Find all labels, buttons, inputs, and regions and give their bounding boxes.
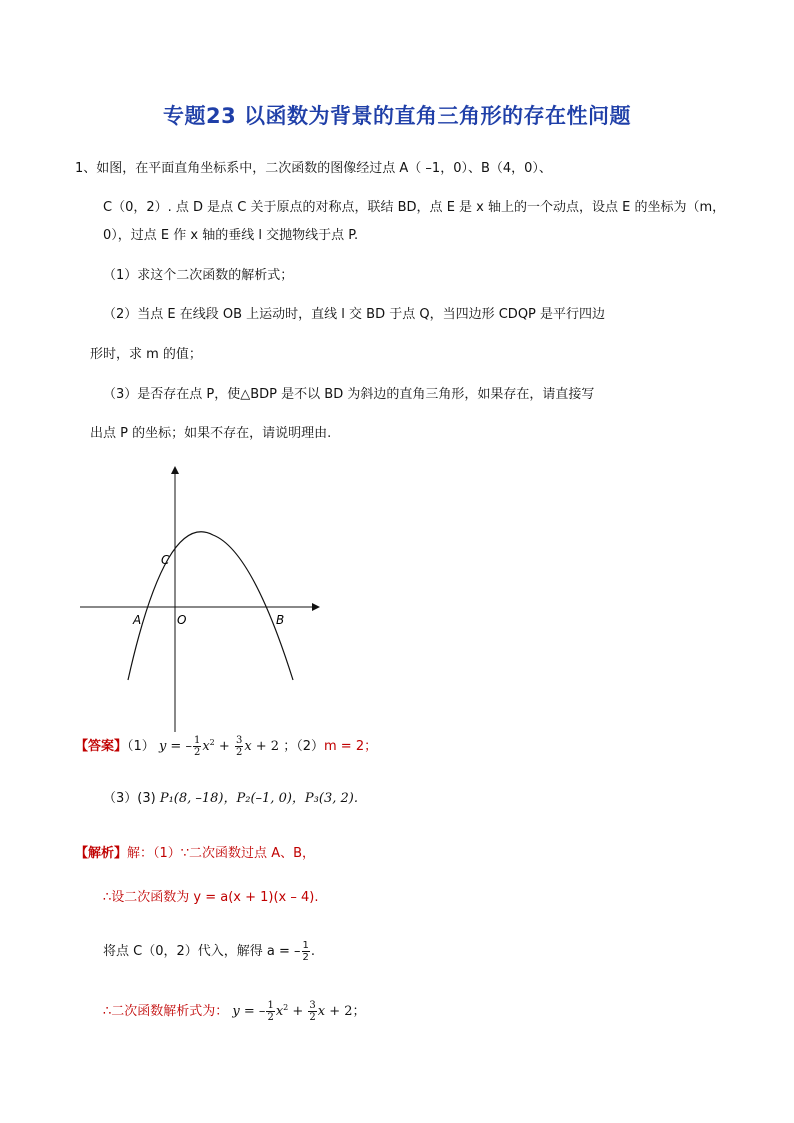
answer-line-2 xyxy=(103,790,358,808)
question-1: （1）求这个二次函数的解析式； xyxy=(103,268,294,283)
analysis-formula: y = – $\frac{1}{2}$ $x^2$ + $\frac{3}{2}$ x + 2； xyxy=(232,1000,366,1023)
analysis-line-2: ∴设二次函数为 y = a(x + 1)(x – 4). xyxy=(103,890,319,905)
analysis-line-1 xyxy=(75,845,315,863)
problem-line-2: C（0，2）. 点 D 是点 C 关于原点的对称点，联结 BD，点 E 是 x 轴上的一个动点，设点 E 的坐标为（m， xyxy=(103,200,726,215)
label-a: A xyxy=(133,613,142,627)
answer-m-value: m = 2； xyxy=(324,739,378,754)
answer-formula-1: y = – $\frac{1}{2}$ $x^2$ + $\frac{3}{2}$ x + 2 xyxy=(158,735,280,758)
answer-part-1: （1） xyxy=(127,739,155,754)
question-3a: （3）是否存在点 P，使△BDP 是不以 BD 为斜边的直角三角形，如果存在，请直接写 xyxy=(103,387,595,402)
analysis-line-3: 将点 C（0，2）代入，解得 a = – $\frac{1}{2}$ . xyxy=(103,940,316,963)
analysis-text-4: ∴二次函数解析式为： xyxy=(103,1004,229,1019)
answer-line-1 xyxy=(75,735,377,758)
analysis-text-3: 将点 C（0，2）代入，解得 a = – xyxy=(103,944,301,959)
label-c: C xyxy=(161,553,170,567)
label-b: B xyxy=(276,613,285,627)
problem-line-3: 0），过点 E 作 x 轴的垂线 l 交抛物线于点 P. xyxy=(103,228,359,243)
question-3b: 出点 P 的坐标；如果不存在，请说明理由. xyxy=(90,426,332,441)
page-title: 专题23 以函数为背景的直角三角形的存在性问题 xyxy=(162,104,632,128)
answer-separator: ；（2） xyxy=(283,739,324,754)
parabola-curve xyxy=(128,532,293,680)
answer-tag: 【答案】 xyxy=(75,739,128,754)
answer-part-3: （3）(3) xyxy=(103,791,156,806)
problem-line-1: 1、如图，在平面直角坐标系中，二次函数的图像经过点 A（ –1，0）、B（4，0）、 xyxy=(75,161,552,176)
question-2a: （2）当点 E 在线段 OB 上运动时，直线 l 交 BD 于点 Q，当四边形 CDQP 是平行四边 xyxy=(103,307,606,322)
answer-points: P₁(8, –18)，P₂(–1, 0)，P₃(3, 2). xyxy=(159,791,358,806)
parabola-graph xyxy=(75,460,335,735)
analysis-line-4 xyxy=(103,1000,366,1023)
question-2b: 形时，求 m 的值； xyxy=(90,347,202,362)
analysis-text-1: 解：（1）∵二次函数过点 A、B， xyxy=(127,846,316,861)
analysis-tag: 【解析】 xyxy=(75,846,128,861)
label-o: O xyxy=(177,613,187,627)
